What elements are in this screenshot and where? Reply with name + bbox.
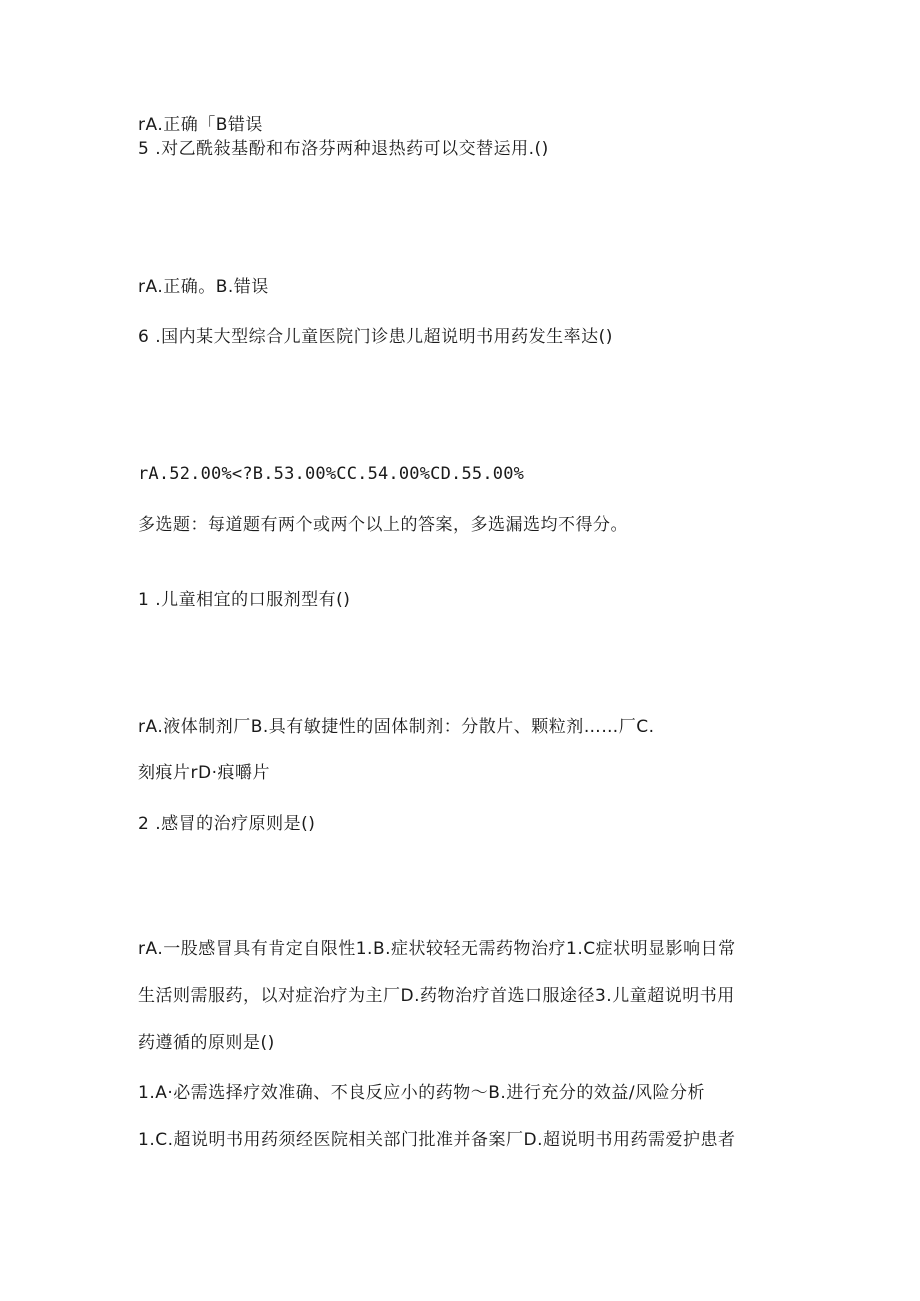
mc1-options-line1: rA.液体制剂厂B.具有敏捷性的固体制剂：分散片、颗粒剂……厂C. [138, 717, 655, 737]
mc1-question: 1 .儿童相宜的口服剂型有() [138, 590, 351, 610]
q6-question: 6 .国内某大型综合儿童医院门诊患儿超说明书用药发生率达() [138, 327, 613, 347]
mc2-question: 2 .感冒的治疗原则是() [138, 814, 316, 834]
q4-options: rA.正确「B错误 [138, 115, 263, 135]
section-heading-multiple-choice: 多选题：每道题有两个或两个以上的答案，多选漏选均不得分。 [138, 515, 628, 535]
mc3-question: 药遵循的原则是() [138, 1033, 275, 1053]
q6-options: rA.52.00%<?B.53.00%CC.54.00%CD.55.00% [138, 464, 525, 484]
mc2-options-line1: rA.一股感冒具有肯定自限性1.B.症状较轻无需药物治疗1.C症状明显影响日常 [138, 939, 736, 959]
q5-question: 5 .对乙酰敍基酚和布洛芬两种退热药可以交替运用.() [138, 139, 549, 159]
mc2-options-line2: 生活则需服药，以对症治疗为主厂D.药物治疗首选口服途径3.儿童超说明书用 [138, 986, 735, 1006]
mc3-options-line1: 1.A·必需选择疗效准确、不良反应小的药物～B.进行充分的效益/风险分析 [138, 1083, 706, 1103]
q5-options: rA.正确。B.错误 [138, 277, 269, 297]
mc1-options-line2: 刻痕片rD·痕嚼片 [138, 763, 270, 783]
mc3-options-line2: 1.C.超说明书用药须经医院相关部门批准并备案厂D.超说明书用药需爱护患者 [138, 1130, 736, 1150]
